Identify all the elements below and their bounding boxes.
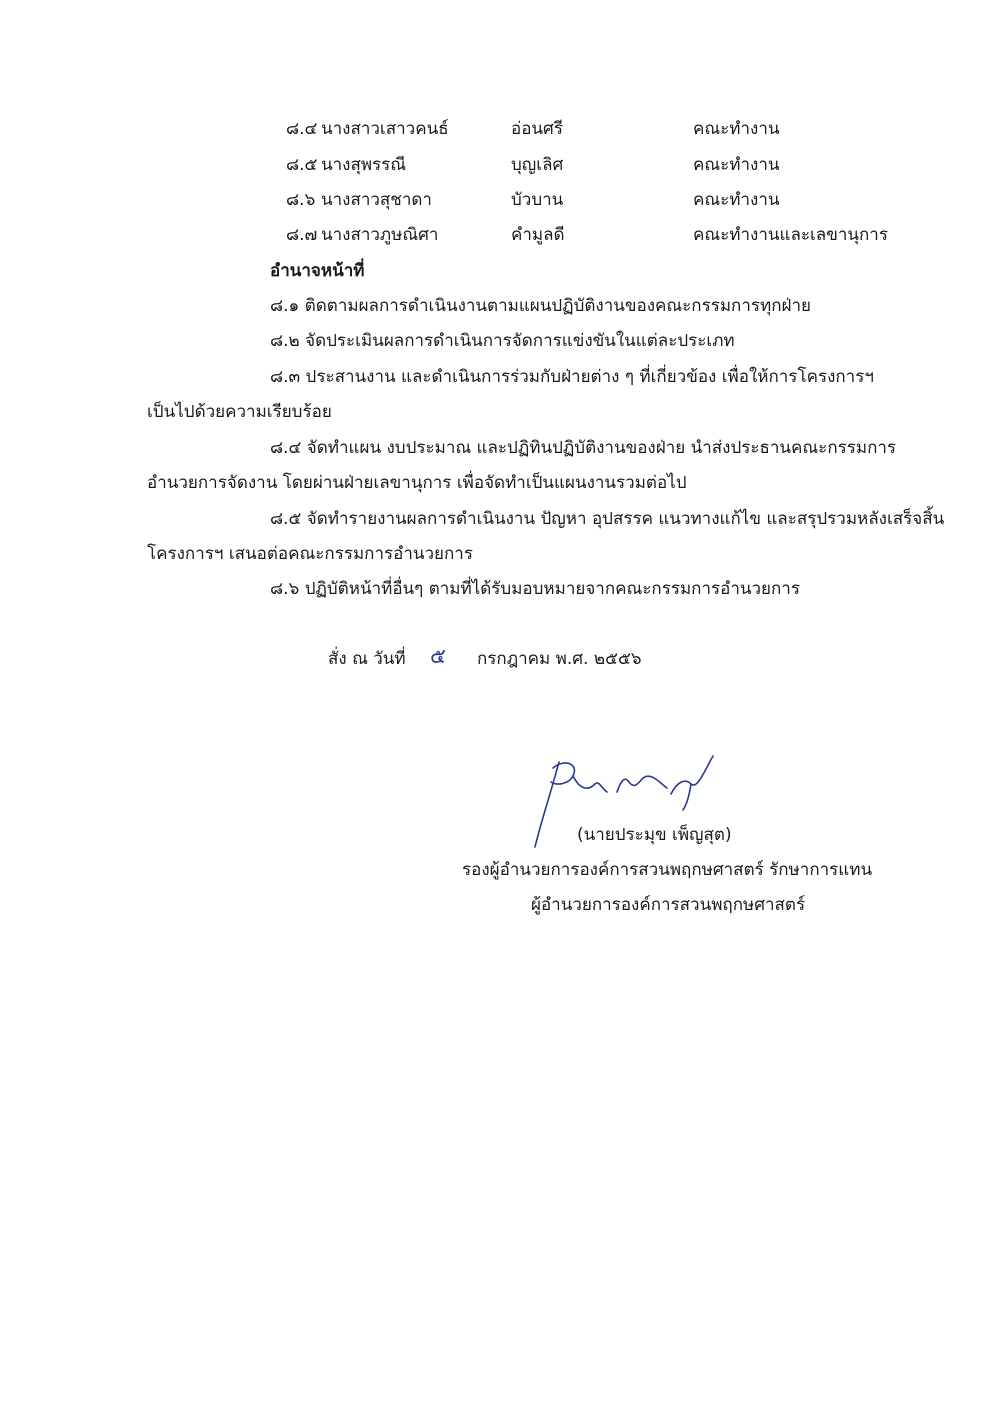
member-name: นางสุพรรณี — [321, 155, 407, 175]
member-role: คณะทำงานและเลขานุการ — [693, 225, 888, 245]
duty-item: ๘.๓ ประสานงาน และดำเนินการร่วมกับฝ่ายต่าง ๆ ที่เกี่ยวข้อง เพื่อให้การโครงการฯ — [270, 367, 874, 387]
duty-item: ๘.๔ จัดทำแผน งบประมาณ และปฏิทินปฏิบัติงานของฝ่าย นำส่งประธานคณะกรรมการ — [270, 438, 897, 458]
member-role: คณะทำงาน — [693, 190, 780, 210]
duty-item: ๘.๕ จัดทำรายงานผลการดำเนินงาน ปัญหา อุปสรรค แนวทางแก้ไข และสรุปรวมหลังเสร็จสิ้น — [270, 509, 945, 529]
member-role: คณะทำงาน — [693, 155, 780, 175]
duties-heading: อำนาจหน้าที่ — [270, 261, 365, 281]
duty-item: ๘.๒ จัดประเมินผลการดำเนินการจัดการแข่งขันในแต่ละประเภท — [270, 331, 735, 351]
member-name: นางสาวสุชาดา — [321, 190, 432, 210]
signer-position: รองผู้อำนวยการองค์การสวนพฤกษศาสตร์ รักษาการแทน — [462, 860, 873, 880]
duty-item: ๘.๖ ปฏิบัติหน้าที่อื่นๆ ตามที่ได้รับมอบหมายจากคณะกรรมการอำนวยการ — [270, 579, 800, 599]
signer-name: (นายประมุข เพ็ญสุต) — [577, 825, 732, 845]
member-surname: คำมูลดี — [511, 225, 565, 245]
member-number: ๘.๖ — [286, 190, 316, 210]
member-surname: บุญเลิศ — [511, 155, 564, 175]
order-month-year: กรกฎาคม พ.ศ. ๒๕๕๖ — [477, 649, 642, 669]
member-role: คณะทำงาน — [693, 119, 780, 139]
member-surname: บัวบาน — [511, 190, 564, 210]
order-prefix: สั่ง ณ วันที่ — [328, 649, 406, 669]
duty-item-continuation: โครงการฯ เสนอต่อคณะกรรมการอำนวยการ — [147, 544, 473, 564]
member-number: ๘.๗ — [286, 225, 318, 245]
order-day: ๕ — [430, 644, 446, 668]
member-name: นางสาวเสาวคนธ์ — [321, 119, 449, 139]
member-number: ๘.๕ — [286, 155, 318, 175]
duty-item-continuation: อำนวยการจัดงาน โดยผ่านฝ่ายเลขานุการ เพื่อจัดทำเป็นแผนงานรวมต่อไป — [147, 473, 687, 493]
duty-item: ๘.๑ ติดตามผลการดำเนินงานตามแผนปฏิบัติงานของคณะกรรมการทุกฝ่าย — [270, 296, 811, 316]
signer-acting-for: ผู้อำนวยการองค์การสวนพฤกษศาสตร์ — [531, 895, 806, 915]
member-surname: อ่อนศรี — [511, 119, 563, 139]
member-name: นางสาวภูษณิศา — [321, 225, 439, 245]
member-number: ๘.๔ — [286, 119, 318, 139]
duty-item-continuation: เป็นไปด้วยความเรียบร้อย — [147, 402, 332, 422]
